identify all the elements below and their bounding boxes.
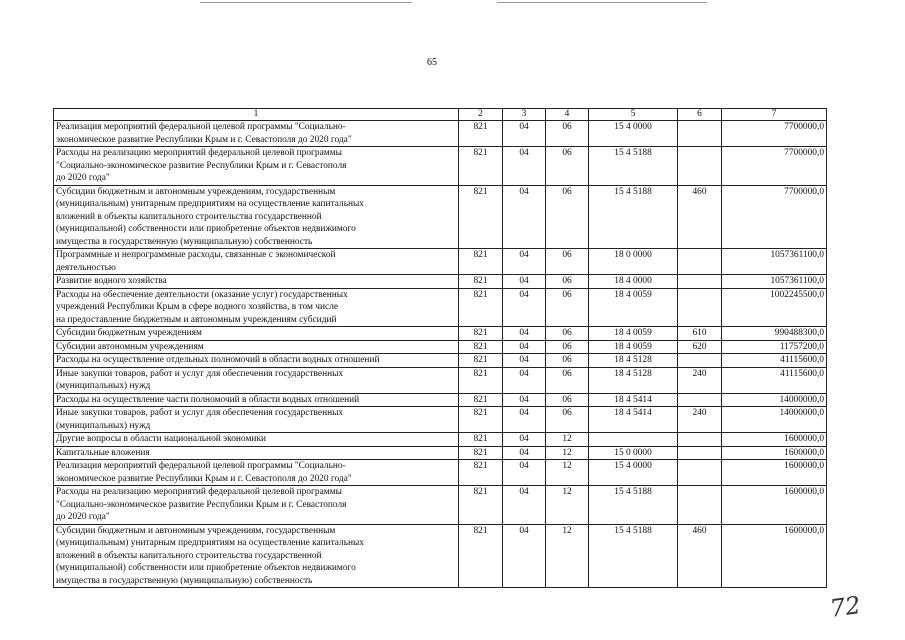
handwritten-page-mark: 72 (828, 591, 863, 623)
cell-expense-type: 610 (678, 327, 722, 341)
cell-expense-type (678, 121, 722, 147)
cell-expense-type (678, 288, 722, 327)
cell-expense-type (678, 147, 722, 186)
cell-amount: 1002245500,0 (722, 288, 827, 327)
cell-target-article: 15 4 5188 (589, 147, 678, 186)
cell-target-article: 15 4 0000 (589, 460, 678, 486)
table-row (54, 249, 827, 275)
table-row (54, 486, 827, 525)
table-row (54, 185, 827, 249)
cell-amount: 1057361100,0 (722, 275, 827, 289)
cell-admin-code: 821 (459, 288, 503, 327)
row-description: Расходы на реализацию мероприятий федеральной целевой программы "Социально-экономическое развитие Республики Крым и г. Севастополя до 2020 года" (54, 486, 459, 525)
row-description: Иные закупки товаров, работ и услуг для обеспечения государственных (муниципальных) нужд (54, 407, 459, 433)
table-row (54, 393, 827, 407)
cell-amount: 1600000,0 (722, 433, 827, 447)
cell-amount: 1600000,0 (722, 446, 827, 460)
cell-section: 04 (503, 249, 546, 275)
cell-admin-code: 821 (459, 433, 503, 447)
row-description: Субсидии бюджетным и автономным учреждениям, государственным (муниципальным) унитарным предприятиям на осуществление капитальных вложений в объекты капитального строительства государственной (муниципальной) собственности или приобретение объектов недвижимого имущества в государственную (муниципальную) собственность (54, 185, 459, 249)
cell-amount: 11757200,0 (722, 340, 827, 354)
cell-admin-code: 821 (459, 340, 503, 354)
cell-amount: 1600000,0 (722, 486, 827, 525)
cell-target-article: 18 4 0000 (589, 275, 678, 289)
table-row (54, 446, 827, 460)
top-rule-right (497, 2, 707, 3)
table-row (54, 147, 827, 186)
cell-amount: 7700000,0 (722, 185, 827, 249)
cell-subsection: 06 (546, 147, 589, 186)
cell-section: 04 (503, 185, 546, 249)
cell-admin-code: 821 (459, 327, 503, 341)
cell-subsection: 12 (546, 460, 589, 486)
cell-expense-type (678, 446, 722, 460)
cell-subsection: 06 (546, 288, 589, 327)
cell-admin-code: 821 (459, 121, 503, 147)
table-body (54, 109, 827, 588)
header-col-3: 3 (503, 109, 546, 121)
cell-target-article: 18 4 5414 (589, 393, 678, 407)
cell-admin-code: 821 (459, 249, 503, 275)
budget-table (53, 108, 827, 588)
cell-section: 04 (503, 275, 546, 289)
cell-admin-code: 821 (459, 524, 503, 588)
cell-amount: 14000000,0 (722, 393, 827, 407)
cell-target-article: 18 0 0000 (589, 249, 678, 275)
row-description: Расходы на реализацию мероприятий федеральной целевой программы "Социально-экономическое развитие Республики Крым и г. Севастополя до 2020 года" (54, 147, 459, 186)
header-col-4: 4 (546, 109, 589, 121)
cell-subsection: 06 (546, 275, 589, 289)
cell-admin-code: 821 (459, 354, 503, 368)
row-description: Расходы на осуществление части полномочий в области водных отношений (54, 393, 459, 407)
table-row (54, 367, 827, 393)
cell-section: 04 (503, 354, 546, 368)
cell-target-article (589, 433, 678, 447)
table-row (54, 407, 827, 433)
cell-amount: 1600000,0 (722, 524, 827, 588)
cell-section: 04 (503, 446, 546, 460)
cell-expense-type (678, 433, 722, 447)
cell-target-article: 18 4 0059 (589, 327, 678, 341)
row-description: Реализация мероприятий федеральной целевой программы "Социально- экономическое развитие Республики Крым и г. Севастополя до 2020 года" (54, 121, 459, 147)
cell-section: 04 (503, 407, 546, 433)
header-col-5: 5 (589, 109, 678, 121)
cell-section: 04 (503, 340, 546, 354)
cell-amount: 1057361100,0 (722, 249, 827, 275)
cell-amount: 990488300,0 (722, 327, 827, 341)
cell-amount: 14000000,0 (722, 407, 827, 433)
cell-section: 04 (503, 460, 546, 486)
cell-target-article: 18 4 5414 (589, 407, 678, 433)
table-row (54, 354, 827, 368)
cell-admin-code: 821 (459, 407, 503, 433)
cell-expense-type: 620 (678, 340, 722, 354)
table-header-row (54, 109, 827, 121)
cell-expense-type: 460 (678, 524, 722, 588)
cell-target-article: 18 4 5128 (589, 367, 678, 393)
top-rule-left (200, 2, 412, 3)
cell-section: 04 (503, 327, 546, 341)
cell-admin-code: 821 (459, 460, 503, 486)
cell-subsection: 06 (546, 354, 589, 368)
cell-admin-code: 821 (459, 393, 503, 407)
cell-target-article: 18 4 5128 (589, 354, 678, 368)
row-description: Программные и непрограммные расходы, связанные с экономической деятельностью (54, 249, 459, 275)
cell-subsection: 12 (546, 446, 589, 460)
cell-target-article: 18 4 0059 (589, 288, 678, 327)
row-description: Развитие водного хозяйства (54, 275, 459, 289)
cell-section: 04 (503, 393, 546, 407)
cell-target-article: 15 4 5188 (589, 486, 678, 525)
cell-expense-type: 460 (678, 185, 722, 249)
cell-admin-code: 821 (459, 275, 503, 289)
cell-admin-code: 821 (459, 185, 503, 249)
table-row (54, 524, 827, 588)
table-row (54, 433, 827, 447)
cell-section: 04 (503, 433, 546, 447)
header-col-1: 1 (54, 109, 459, 121)
row-description: Расходы на осуществление отдельных полномочий в области водных отношений (54, 354, 459, 368)
cell-target-article: 15 4 0000 (589, 121, 678, 147)
header-col-2: 2 (459, 109, 503, 121)
cell-target-article: 15 4 5188 (589, 524, 678, 588)
cell-subsection: 06 (546, 121, 589, 147)
cell-subsection: 06 (546, 185, 589, 249)
cell-subsection: 06 (546, 249, 589, 275)
cell-subsection: 12 (546, 486, 589, 525)
cell-subsection: 06 (546, 393, 589, 407)
table-row (54, 460, 827, 486)
cell-expense-type: 240 (678, 367, 722, 393)
table-row (54, 340, 827, 354)
row-description: Капитальные вложения (54, 446, 459, 460)
cell-expense-type (678, 354, 722, 368)
table-row (54, 121, 827, 147)
header-col-6: 6 (678, 109, 722, 121)
cell-admin-code: 821 (459, 367, 503, 393)
row-description: Реализация мероприятий федеральной целевой программы "Социально- экономическое развитие Республики Крым и г. Севастополя до 2020 года" (54, 460, 459, 486)
row-description: Субсидии автономным учреждениям (54, 340, 459, 354)
table-row (54, 275, 827, 289)
cell-expense-type: 240 (678, 407, 722, 433)
cell-section: 04 (503, 486, 546, 525)
cell-section: 04 (503, 288, 546, 327)
row-description: Расходы на обеспечение деятельности (оказание услуг) государственных учреждений Республики Крым в сфере водного хозяйства, в том числе на предоставление бюджетным и автономным учреждениям субсидий (54, 288, 459, 327)
cell-section: 04 (503, 121, 546, 147)
cell-target-article: 18 4 0059 (589, 340, 678, 354)
cell-target-article: 15 4 5188 (589, 185, 678, 249)
row-description: Субсидии бюджетным учреждениям (54, 327, 459, 341)
page-number: 65 (427, 57, 437, 68)
cell-subsection: 06 (546, 327, 589, 341)
cell-expense-type (678, 393, 722, 407)
cell-subsection: 12 (546, 524, 589, 588)
cell-expense-type (678, 486, 722, 525)
cell-subsection: 12 (546, 433, 589, 447)
cell-admin-code: 821 (459, 446, 503, 460)
cell-expense-type (678, 460, 722, 486)
cell-section: 04 (503, 367, 546, 393)
cell-amount: 7700000,0 (722, 121, 827, 147)
row-description: Иные закупки товаров, работ и услуг для обеспечения государственных (муниципальных) нужд (54, 367, 459, 393)
cell-section: 04 (503, 147, 546, 186)
row-description: Субсидии бюджетным и автономным учреждениям, государственным (муниципальным) унитарным предприятиям на осуществление капитальных вложений в объекты капитального строительства государственной (муниципальной) собственности или приобретение объектов недвижимого имущества в государственную (муниципальную) собственность (54, 524, 459, 588)
cell-subsection: 06 (546, 367, 589, 393)
cell-expense-type (678, 275, 722, 289)
cell-admin-code: 821 (459, 147, 503, 186)
cell-amount: 41115600,0 (722, 354, 827, 368)
cell-expense-type (678, 249, 722, 275)
cell-amount: 1600000,0 (722, 460, 827, 486)
cell-subsection: 06 (546, 340, 589, 354)
cell-target-article: 15 0 0000 (589, 446, 678, 460)
header-col-7: 7 (722, 109, 827, 121)
table-row (54, 288, 827, 327)
row-description: Другие вопросы в области национальной экономики (54, 433, 459, 447)
cell-section: 04 (503, 524, 546, 588)
cell-admin-code: 821 (459, 486, 503, 525)
cell-subsection: 06 (546, 407, 589, 433)
cell-amount: 41115600,0 (722, 367, 827, 393)
cell-amount: 7700000,0 (722, 147, 827, 186)
table-row (54, 327, 827, 341)
